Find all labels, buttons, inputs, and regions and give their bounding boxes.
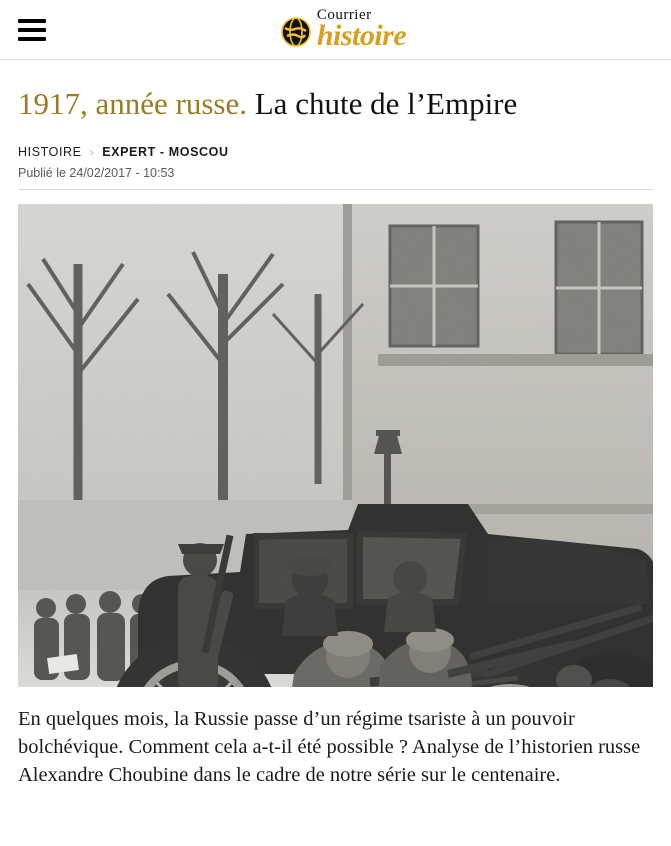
- hamburger-menu-icon[interactable]: [18, 19, 46, 41]
- breadcrumb-section[interactable]: HISTOIRE: [18, 144, 82, 159]
- headline-kicker: 1917, année russe.: [18, 86, 247, 121]
- chevron-right-icon: ›: [89, 144, 95, 159]
- brand-line-histoire: histoire: [316, 19, 407, 52]
- brand-wordmark: [317, 8, 406, 51]
- hamburger-bar: [18, 37, 46, 41]
- headline-main: La chute de l’Empire: [254, 86, 518, 121]
- photo-image: [18, 204, 653, 687]
- article-photo: [18, 204, 653, 687]
- article-body: [0, 86, 671, 789]
- breadcrumb-tag[interactable]: EXPERT - MOSCOU: [102, 144, 229, 159]
- brand-line-courrier: Courrier: [316, 7, 372, 23]
- article-standfirst: En quelques mois, la Russie passe d’un régime tsariste à un pouvoir bolchévique. Comment cela a-t-il été possible ? Analyse de l’historien russe Alexandre Choubine dans le cadre de notre série sur le centenaire.: [18, 707, 641, 787]
- site-logo[interactable]: [281, 8, 406, 51]
- page-title: [18, 86, 653, 123]
- globe-icon: [281, 17, 311, 47]
- breadcrumb: [18, 145, 653, 159]
- published-date: Publié le 24/02/2017 - 10:53: [18, 166, 653, 190]
- hamburger-bar: [18, 19, 46, 23]
- site-header: [0, 0, 671, 60]
- hamburger-bar: [18, 28, 46, 32]
